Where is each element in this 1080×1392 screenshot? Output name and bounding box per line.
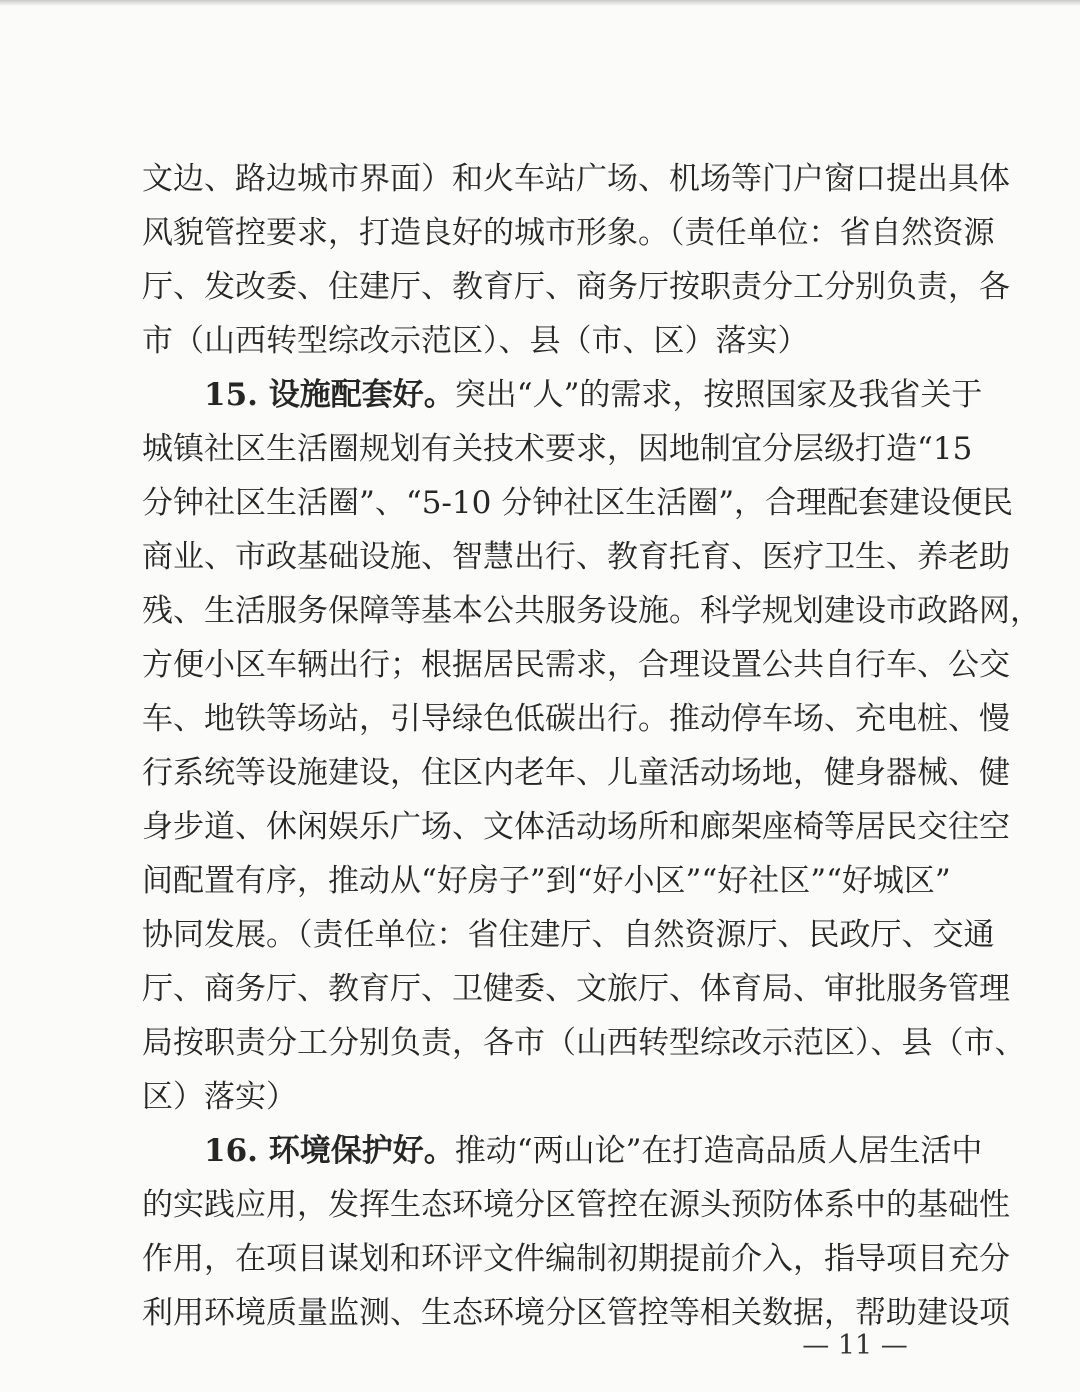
text-line: 市（山西转型综改示范区）、县（市、区）落实） (142, 323, 809, 359)
text-line: 风貌管控要求，打造良好的城市形象。（责任单位：省自然资源 (142, 215, 995, 251)
text-line: 城镇社区生活圈规划有关技术要求，因地制宜分层级打造“15 (142, 431, 973, 467)
text-line: 作用，在项目谋划和环评文件编制初期提前介入，指导项目充分 (142, 1241, 1010, 1277)
text-line: 间配置有序，推动从“好房子”到“好小区”“好社区”“好城区” (142, 863, 951, 899)
paragraph-continued (142, 152, 1010, 368)
text-line: 残、生活服务保障等基本公共服务设施。科学规划建设市政路网， (142, 593, 1041, 629)
scan-top-edge (0, 0, 1080, 6)
page-number: — 11 — (802, 1330, 908, 1361)
text-run: 推动“两山论”在打造高品质人居生活中 (454, 1133, 983, 1169)
text-run: 突出“人”的需求，按照国家及我省关于 (454, 377, 983, 413)
text-line: 厅、商务厅、教育厅、卫健委、文旅厅、体育局、审批服务管理 (142, 971, 1010, 1007)
text-line: 协同发展。（责任单位：省住建厅、自然资源厅、民政厅、交通 (142, 917, 995, 953)
text-line: 方便小区车辆出行；根据居民需求，合理设置公共自行车、公交 (142, 647, 1010, 683)
text-line: 车、地铁等场站，引导绿色低碳出行。推动停车场、充电桩、慢 (142, 701, 1010, 737)
text-line: 的实践应用，发挥生态环境分区管控在源头预防体系中的基础性 (142, 1187, 1010, 1223)
section-first-line (142, 1124, 983, 1178)
section-heading: 16. 环境保护好。 (204, 1133, 455, 1169)
section-16 (142, 1124, 1010, 1340)
text-line: 区）落实） (142, 1079, 297, 1115)
text-line: 局按职责分工分别负责，各市（山西转型综改示范区）、县（市、 (142, 1025, 1026, 1061)
section-15 (142, 368, 1041, 1124)
text-line: 行系统等设施建设，住区内老年、儿童活动场地，健身器械、健 (142, 755, 1010, 791)
section-first-line (142, 368, 983, 422)
text-line: 商业、市政基础设施、智慧出行、教育托育、医疗卫生、养老助 (142, 539, 1010, 575)
section-heading: 15. 设施配套好。 (204, 377, 455, 413)
text-line: 利用环境质量监测、生态环境分区管控等相关数据，帮助建设项 (142, 1295, 1010, 1331)
text-line: 分钟社区生活圈”、“5-10 分钟社区生活圈”，合理配套建设便民 (142, 485, 1014, 521)
text-line: 文边、路边城市界面）和火车站广场、机场等门户窗口提出具体 (142, 161, 1010, 197)
document-body (142, 152, 1041, 1340)
text-line: 厅、发改委、住建厅、教育厅、商务厅按职责分工分别负责，各 (142, 269, 1010, 305)
text-line: 身步道、休闲娱乐广场、文体活动场所和廊架座椅等居民交往空 (142, 809, 1010, 845)
